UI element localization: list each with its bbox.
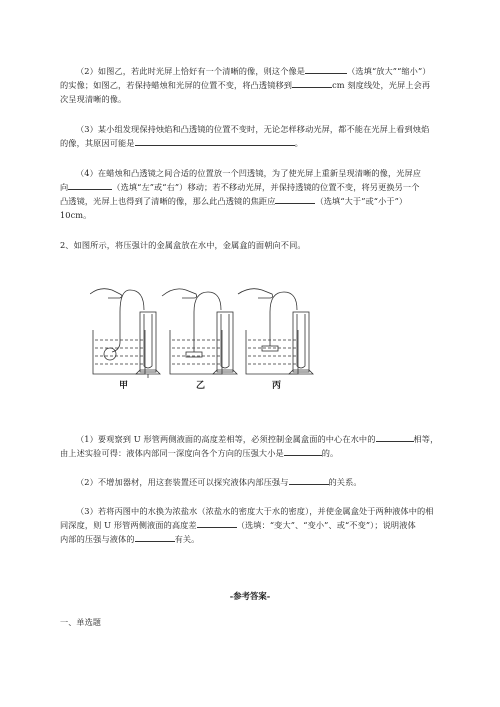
u-tube-gauge-c [270, 292, 313, 374]
q2-part1-text: 由上述实验可得：液体内部同一深度向各个方向的压强大小是 [60, 448, 284, 458]
q1-part2-text: 的实像；如图乙，若保持蜡烛和光屏的位置不变，将凸透镜移到 [60, 80, 293, 90]
q1-part3-text: 。 [294, 138, 303, 148]
q2-part3-text: （3）若将丙图中的水换为浓盐水（浓盐水的密度大于水的密度），并使金属盒处于两种液体中的相 [76, 506, 434, 516]
answer-section-title: -参考答案- [229, 591, 271, 601]
answer-blank[interactable] [197, 518, 237, 528]
q1-part4-text: （选填“左”或“右”）移动；若不移动光屏，并保持透镜的位置不变，将另更换另一个 [112, 182, 420, 192]
q2-part3-text: 同深度，则 U 形管两侧液面的高度差 [60, 520, 197, 530]
q1-part3-text: 的像，其原因可能是 [60, 138, 135, 148]
q2-part3-text: （选填：“变大”、“变小”、或“不变”）；说明液体 [236, 520, 416, 530]
q2-stem [60, 238, 460, 252]
q2-part1-text: 相等， [413, 434, 439, 444]
q2-part2-text: （2）不增加器材，用这套装置还可以探究液体内部压强与 [76, 477, 289, 487]
answer-blank[interactable] [68, 180, 112, 190]
q1-part4-text: 10cm。 [60, 210, 92, 220]
q2-stem-text: 2、如图所示，将压强计的金属盒放在水中，金属盒的面朝向不同。 [60, 240, 306, 250]
q1-part2-text: 次呈现清晰的像。 [60, 94, 127, 104]
q2-part1 [60, 432, 460, 460]
q1-part2 [60, 64, 460, 106]
q2-part2-text: 的关系。 [328, 477, 362, 487]
figure-label-bing: 丙 [272, 381, 282, 391]
q2-part1-text: （1）要观察到 U 形管两侧液面的高度差相等，必须控制金属盒面的中心在水中的 [76, 434, 376, 444]
answer-blank[interactable] [135, 136, 295, 146]
u-tube-gauge-a [112, 290, 160, 378]
q2-part3-text: 有关。 [174, 534, 200, 544]
beaker-c [246, 330, 298, 374]
hand-c [238, 289, 273, 298]
q1-part2-text: cm 刻度线处，光屏上会再 [332, 80, 431, 90]
q1-part4-text: 向 [60, 182, 69, 192]
beaker-a [93, 330, 145, 374]
answer-blank[interactable] [135, 532, 175, 542]
q2-part2 [60, 475, 460, 489]
hand-b [162, 289, 197, 298]
q1-part3-text: （3）某小组发现保持烛焰和凸透镜的位置不变时，无论怎样移动光屏，都不能在光屏上看到烛焰 [76, 124, 430, 134]
section-heading: 一、单选题 [60, 617, 101, 627]
q1-part4 [60, 166, 460, 222]
answer-blank[interactable] [305, 64, 347, 74]
answer-blank[interactable] [284, 446, 322, 456]
q1-part3 [60, 122, 460, 150]
answer-blank[interactable] [289, 475, 329, 485]
answer-blank[interactable] [292, 78, 332, 88]
q1-part4-option: （选填“大于”或“小于”） [315, 196, 408, 206]
figure-label-jia: 甲 [119, 381, 129, 391]
answer-blank[interactable] [376, 432, 414, 442]
answer-blank[interactable] [275, 194, 315, 204]
pressure-gauge-figure [90, 282, 390, 378]
q2-part3 [60, 504, 460, 546]
u-tube-gauge-b [194, 292, 237, 374]
q2-part3-text: 内部的压强与液体的 [60, 534, 135, 544]
q1-part2-option: （选填“放大”“缩小”） [347, 66, 431, 76]
figure-labels [0, 378, 500, 392]
q2-part1-text: 的。 [321, 448, 339, 458]
figure-label-yi: 乙 [196, 381, 206, 391]
hand-a [90, 289, 122, 298]
q1-part4-text: （4）在蜡烛和凸透镜之间合适的位置放一个凹透镜，为了使光屏上重新呈现清晰的像，光屏应 [76, 168, 422, 178]
q1-part2-text: （2）如图乙，若此时光屏上恰好有一个清晰的像，则这个像是 [76, 66, 306, 76]
q1-part4-text: 凸透镜，光屏上也得到了清晰的像，那么此凸透镜的焦距应 [60, 196, 276, 206]
metal-probe-c [262, 346, 278, 351]
metal-probe-a [104, 348, 116, 360]
